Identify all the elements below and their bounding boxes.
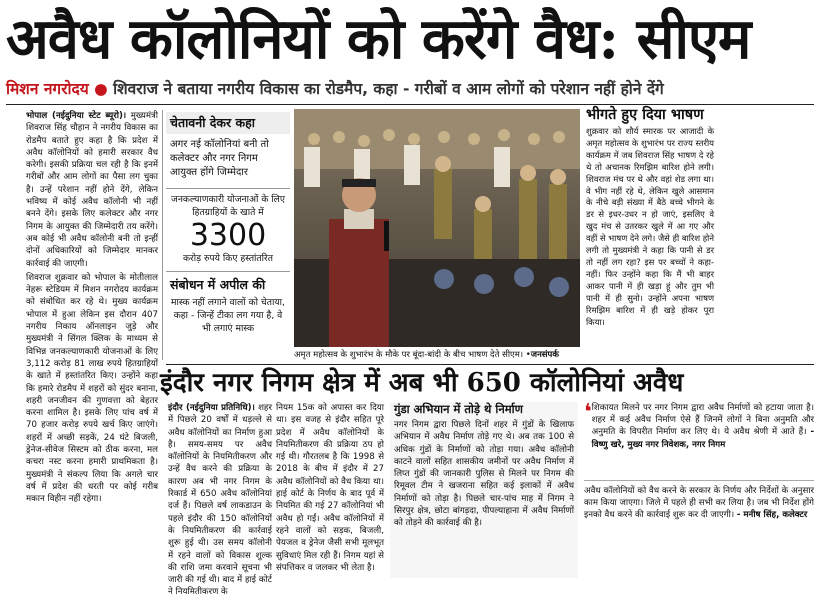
- goonda-box: [390, 402, 578, 578]
- page-headline: अवैध कॉलोनियों को करेंगे वैध: सीएम: [6, 6, 751, 72]
- top-divider: [6, 104, 814, 105]
- kicker-bullet: ●: [94, 80, 108, 98]
- caption-text: अमृत महोत्सव के शुभारंभ के मौके पर बूंदा-बांदी के बीच भाषण देते सीएम। •: [294, 350, 531, 360]
- left-paragraph-1: मुख्यमंत्री शिवराज सिंह चौहान ने नगरीय विकास का रोडमैप बताते हुए कहा है कि प्रदेश में अवैध कॉलोनियों को हमारी सरकार वैध करेगी। इसकी प्रक्रिया चल रही है कि इनमें गरीबों और आम लोगों का पैसा लग चुका है। उन्हें परेशान नहीं होने देंगे, लेकिन भविष्य में कोई अवैध कॉलोनी भी नहीं बनने देंगे। इसके लिए कलेक्टर और नगर निगम के आयुक्त की जिम्मेदारी तय करेंगे। अब कोई भी अवैध कॉलोनी बनी तो इन्हीं दोनों अधिकारियों को जिम्मेदार मानकर कार्रवाई की जाएगी।: [26, 111, 159, 269]
- warning-sub: जनकल्याणकारी योजनाओं के लिए हितग्राहियों के खाते में: [171, 194, 285, 218]
- quotes-column: [584, 402, 814, 578]
- quote-1: शिकायत मिलने पर नगर निगम द्वारा अवैध निर्माणों को हटाया जाता है। शहर में कई अवैध निर्माण ऐसे हैं जिनमें लोगों ने बिना अनुमति और अनुमति के विपरीत निर्माण कर लिए थे। ये अवैध श्रेणी में आते हैं। - विष्णु खरे, मुख्य नगर निवेशक, नगर निगम: [591, 403, 815, 450]
- quote-1-by: विष्णु खरे, मुख्य नगर निवेशक, नगर निगम: [591, 439, 726, 450]
- kicker-line: [6, 78, 814, 100]
- left-dateline: भोपाल (नईदुनिया स्टेट ब्यूरो)।: [26, 111, 127, 121]
- warning-text: अगर नई कॉलोनियां बनी तो कलेक्टर और नगर निगम आयुक्त होंगे जिम्मेदार: [170, 139, 269, 178]
- quote-1-text: शिकायत मिलने पर नगर निगम द्वारा अवैध निर्माणों को हटाया जाता है। शहर में कई अवैध निर्माण ऐसे हैं जिनमें लोगों ने बिना अनुमति और अनुमति के विपरीत निर्माण कर लिए थे। ये अवैध श्रेणी में आते हैं।: [591, 403, 814, 438]
- caption-credit: जनसंपर्क: [530, 350, 559, 360]
- quote-2: अवैध कॉलोनियों को वैध करने के सरकार के निर्णय और निर्देशों के अनुसार काम किया जाएगा। जिले में पहले ही सभी कर लिया है। जब भी निर्देश होंगे इनको वैध करने की कार्रवाई शुरू कर दी जाएगी। - मनीष सिंह, कलेक्टर: [584, 486, 814, 521]
- left-story: [26, 110, 158, 572]
- rain-story: [586, 106, 714, 360]
- indore-col-2: नियम 15क को अपास्त कर दिया था। इस वजह से इंदौर सहित पूरे प्रदेश में अवैध कॉलोनियों के नियमितीकरण की प्रक्रिया ठप हो गई थी। गौरतलब है कि 1998 से 2018 के बीच में इंदौर में 27 अवैध कॉलोनियों को वैध किया था। हाई कोर्ट के निर्णय के बाद पूर्व में नियमित की गई 27 कॉलोनियां भी अवैध हो गईं। अवैध कॉलोनियों में रहने वालों को सड़क, बिजली, पेयजल व ड्रेनेज जैसी सभी मूलभूत सुविधाएं मिल रही हैं। निगम यहां से संपत्तिकर व जलकर भी लेता है।: [276, 403, 384, 573]
- quote-mark-icon: ❛: [584, 400, 592, 425]
- event-photo: [294, 109, 580, 347]
- amount-sub: करोड़ रुपये किए हस्तांतरित: [182, 253, 274, 264]
- indore-headline: इंदौर नगर निगम क्षेत्र में अब भी 650 कॉलोनियां अवैध: [160, 368, 684, 398]
- kicker-text: शिवराज ने बताया नगरीय विकास का रोडमैप, कहा - गरीबों व आम लोगों को परेशान नहीं होने देंगे: [113, 80, 664, 98]
- indore-col1-text: शहर में पिछले 20 वर्षों में धड़ल्ले से अवैध कॉलोनियों का निर्माण हुआ है। समय-समय पर अवैध कॉलोनियों के नियमितीकरण और उन्हें वैध करने की प्रक्रिया के कारण अब भी नगर निगम के रिकार्ड में 650 अवैध कॉलोनियां दर्ज हैं। पिछले वर्ष लाकडाउन के पहले इंदौर की 150 कॉलोनियों के नियमितीकरण की कार्रवाई शुरू हुई थी। उस समय कॉलोनी में रहने वालों को विकास शुल्क की राशि जमा करवाने सूचना भी जारी की गई थी। बाद में हाई कोर्ट ने नियमितीकरण के: [168, 403, 273, 598]
- col-divider: [162, 110, 163, 360]
- kicker-label: मिशन नगरोदय: [6, 80, 89, 98]
- amount-figure: 3300: [189, 218, 267, 253]
- photo-caption: [294, 348, 580, 362]
- goonda-text: नगर निगम द्वारा पिछले दिनों शहर में गुंडों के खिलाफ अभियान में अवैध निर्माण तोड़े गए थे। अब तक 100 से अधिक गुंडों के निर्माणों को तोड़ा गया। अवैध कॉलोनी काटने वालों सहित शासकीय जमीनों पर अवैध निर्माण में लिप्त गुंडों की जानकारी पुलिस से मिलने पर निगम की रिमूवल टीम ने खजराना सहित कई इलाकों में अवैध निर्माणों को तोड़ा है। पिछले चार-पांच माह में निगम ने सिरपुर क्षेत्र, छोटा बांगड़दा, पीपल्याहाना में अवैध निर्माणों को तोड़ने की कार्रवाई की है।: [394, 420, 574, 529]
- quote-2-text: अवैध कॉलोनियों को वैध करने के सरकार के निर्णय और निर्देशों के अनुसार काम किया जाएगा। जिले में पहले ही सभी कर लिया है। जब भी निर्देश होंगे इनको वैध करने की कार्रवाई शुरू कर दी जाएगी।: [584, 486, 814, 521]
- indore-col-1: [168, 402, 273, 598]
- warning-box: [166, 112, 290, 358]
- rain-text: शुक्रवार को शौर्य स्मारक पर आजादी के अमृत महोत्सव के शुभारंभ पर राज्य स्तरीय कार्यक्रम में जब शिवराज सिंह भाषण दे रहे थे तो अचानक रिमझिम बारिश होने लगी। शिवराज मंच पर थे और वहां शेड लगा था। वे भीग नहीं रहे थे, लेकिन खुले आसमान के नीचे बड़ी संख्या में बैठे बच्चे भीगने के डर से इधर-उधर न हो जाएं, इसलिए वे खुद मंच से उतरकर खुले में आ गए और वहीं से भाषण देने लगे। जैसे ही बारिश होने लगी तो मुख्यमंत्री ने कहा कि पानी से डर तो नहीं लग रहा? इस पर बच्चों ने कहा- नहीं। फिर उन्होंने कहा कि मैं भी बाहर आकर पानी में ही खड़ा हूं और तुम भी पानी में ही सुनो। उन्होंने अपना भाषण रिमझिम बारिश में ही खड़े होकर पूरा किया।: [586, 126, 714, 327]
- photo-illustration: [294, 109, 580, 347]
- indore-dateline: इंदौर (नईदुनिया प्रतिनिधि)।: [168, 403, 255, 413]
- quote-2-by: मनीष सिंह, कलेक्टर: [743, 510, 808, 521]
- left-paragraph-2: शिवराज शुक्रवार को भोपाल के मोतीलाल नेहरू स्टेडियम में मिशन नगरोदय कार्यक्रम को संबोधित कर रहे थे। मुख्य कार्यक्रम भोपाल में हुआ लेकिन इस दौरान 407 नगरीय निकाय ऑनलाइन जुड़े और मुख्यमंत्री ने सिंगल क्लिक के माध्यम से विभिन्न जनकल्याणकारी योजनाओं के लिए 3,112 करोड़ 81 लाख रुपये हितग्राहियों के खाते में हस्तांतरित किए। उन्होंने कहा कि हमारे रोडमैप में शहरों को सुंदर बनाना, शहरी जनजीवन की गुणवत्ता को बेहतर करना शामिल है। इसके लिए पांच वर्ष में 70 हजार करोड़ रुपये खर्च किए जाएंगे। शहरों में अच्छी सड़कें, 24 घंटे बिजली, ड्रेनेज-सीवेज सिस्टम को ठीक करना, मल कचरा नस्ट करना हमारी प्राथमिकता है। मुख्यमंत्री ने संकल्प लिया कि अगले चार वर्ष में प्रदेश की धरती पर कोई गरीब मकान विहीन नहीं रहेगा।: [26, 272, 158, 505]
- mid-divider: [166, 364, 814, 365]
- goonda-title: गुंडा अभियान में तोड़े थे निर्माण: [394, 402, 523, 416]
- rain-title: भीगते हुए दिया भाषण: [586, 107, 704, 123]
- warning-title: चेतावनी देकर कहा: [166, 112, 290, 134]
- appeal-text: मास्क नहीं लगाने वालों को चेताया, कहा - जिन्हें टीका लग गया है, वे भी लगाएं मास्क: [171, 297, 285, 334]
- appeal-title: संबोधन में अपील की: [170, 277, 266, 292]
